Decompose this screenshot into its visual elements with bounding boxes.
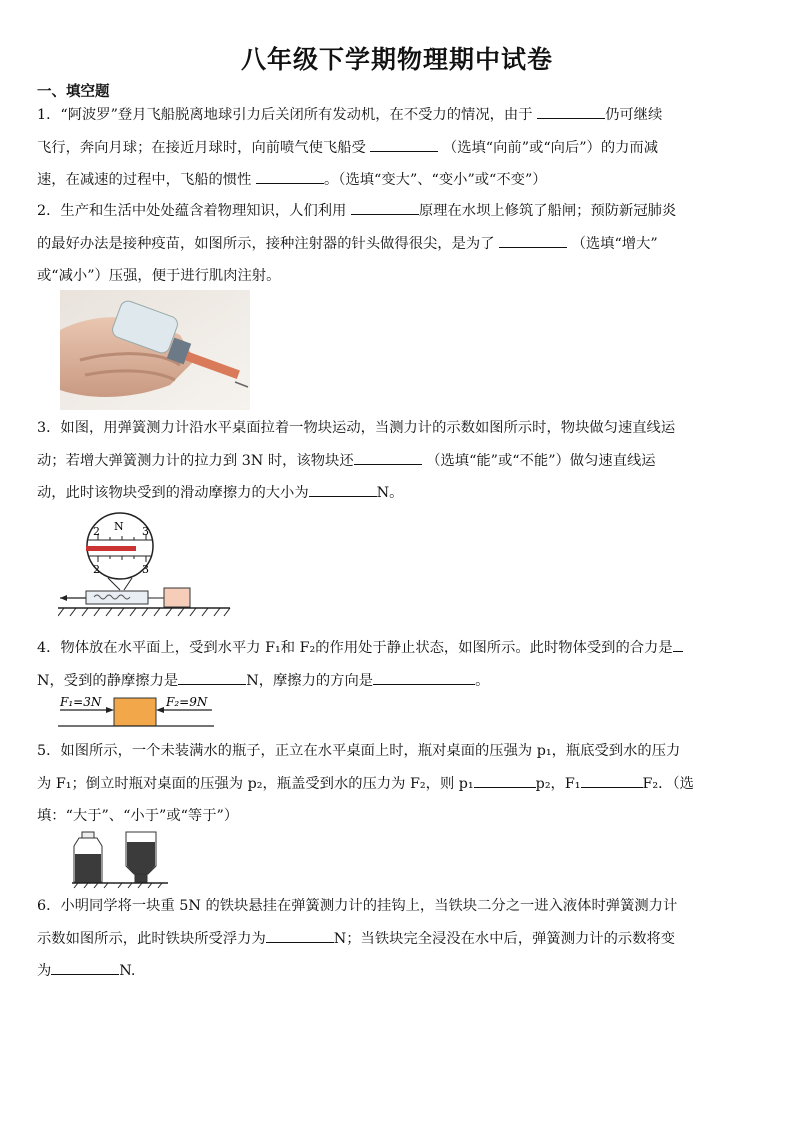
question-3-line-1 bbox=[37, 412, 759, 445]
answer-blank[interactable] bbox=[474, 771, 536, 788]
question-6 bbox=[37, 890, 759, 988]
answer-blank[interactable] bbox=[309, 480, 377, 497]
q3-text: 3．如图，用弹簧测力计沿水平桌面拉着一物块运动，当测力计的示数如图所示时，物块做匀速直线运 bbox=[37, 420, 676, 436]
question-5-line-2 bbox=[37, 768, 759, 801]
answer-blank[interactable] bbox=[178, 668, 246, 685]
q1-text: （选填“向前”或“向后”）的力而减 bbox=[442, 139, 659, 156]
q2-text: 的最好办法是接种疫苗，如图所示，接种注射器的针头做得很尖，是为了 bbox=[37, 235, 495, 252]
syringe-photo bbox=[60, 290, 250, 410]
answer-blank[interactable] bbox=[51, 958, 119, 975]
q6-text: N. bbox=[119, 963, 136, 979]
question-6-line-2 bbox=[37, 923, 759, 956]
answer-blank[interactable] bbox=[581, 771, 643, 788]
answer-blank[interactable] bbox=[373, 668, 475, 685]
question-5-line-1 bbox=[37, 735, 759, 768]
question-3-line-3 bbox=[37, 477, 759, 510]
q6-text: 示数如图所示，此时铁块所受浮力为 bbox=[37, 930, 266, 947]
force-f1-label: F₁=3N bbox=[60, 695, 102, 709]
q3-text: 动；若增大弹簧测力计的拉力到 3N 时，该物块还 bbox=[37, 452, 354, 469]
question-1-line-1 bbox=[37, 99, 759, 132]
question-2-line-1 bbox=[37, 195, 759, 228]
scale-unit-label: N bbox=[114, 520, 124, 533]
question-2-line-2 bbox=[37, 228, 759, 261]
q3-text: （选填“能”或“不能”）做匀速直线运 bbox=[426, 452, 656, 469]
q6-text: 6．小明同学将一块重 5N 的铁块悬挂在弹簧测力计的挂钩上，当铁块二分之一进入液体时弹簧测力计 bbox=[37, 898, 678, 914]
answer-blank[interactable] bbox=[673, 635, 683, 652]
q4-text: N，摩擦力的方向是 bbox=[246, 672, 374, 689]
q2-text: 2．生产和生活中处处蕴含着物理知识，人们利用 bbox=[37, 203, 347, 219]
question-3 bbox=[37, 412, 759, 510]
answer-blank[interactable] bbox=[499, 231, 567, 248]
answer-blank[interactable] bbox=[256, 167, 324, 184]
q4-text: 4．物体放在水平面上，受到水平力 F₁和 F₂的作用处于静止状态，如图所示。此时物体受到的合力是 bbox=[37, 640, 673, 656]
scale-tick-label: 3 bbox=[142, 563, 149, 576]
forces-figure bbox=[58, 692, 218, 732]
question-4 bbox=[37, 632, 759, 697]
answer-blank[interactable] bbox=[266, 926, 334, 943]
answer-blank[interactable] bbox=[351, 198, 419, 215]
answer-blank[interactable] bbox=[354, 448, 422, 465]
q1-text: 速，在减速的过程中，飞船的惯性 bbox=[37, 172, 252, 188]
q6-text: N；当铁块完全浸没在水中后，弹簧测力计的示数将变 bbox=[333, 930, 676, 947]
q5-text: F₂．（选 bbox=[642, 775, 694, 792]
answer-blank[interactable] bbox=[537, 102, 605, 119]
spring-scale-figure bbox=[58, 512, 238, 624]
page-title: 八年级下学期物理期中试卷 bbox=[240, 45, 553, 74]
q1-text: 。（选填“变大”、“变小”或“不变”） bbox=[324, 172, 547, 188]
q1-text: 仍可继续 bbox=[605, 107, 663, 123]
question-5-line-3 bbox=[37, 800, 759, 833]
question-4-line-1 bbox=[37, 632, 759, 665]
q5-text: 为 F₁；倒立时瓶对桌面的压强为 p₂，瓶盖受到水的压力为 F₂，则 p₁ bbox=[37, 775, 474, 792]
question-5 bbox=[37, 735, 759, 833]
q5-text: 填：“大于”、“小于”或“等于”） bbox=[37, 808, 239, 824]
scale-tick-label: 2 bbox=[93, 525, 100, 538]
scale-tick-label: 2 bbox=[93, 563, 100, 576]
question-1-line-2 bbox=[37, 132, 759, 165]
question-2 bbox=[37, 195, 759, 293]
answer-blank[interactable] bbox=[370, 135, 438, 152]
q2-text: 或“减小”）压强，便于进行肌肉注射。 bbox=[37, 268, 281, 284]
question-6-line-3 bbox=[37, 955, 759, 988]
q2-text: 原理在水坝上修筑了船闸；预防新冠肺炎 bbox=[418, 203, 677, 219]
q5-text: 5．如图所示，一个未装满水的瓶子，正立在水平桌面上时，瓶对桌面的压强为 p₁，瓶底受到水的压力 bbox=[37, 743, 681, 759]
scale-tick-label: 3 bbox=[142, 525, 149, 538]
question-6-line-1 bbox=[37, 890, 759, 923]
section-heading: 一、填空题 bbox=[37, 84, 110, 100]
question-2-line-3 bbox=[37, 260, 759, 293]
bottles-figure bbox=[72, 830, 172, 890]
question-3-line-2 bbox=[37, 445, 759, 478]
q1-text: 1．“阿波罗”登月飞船脱离地球引力后关闭所有发动机，在不受力的情况，由于 bbox=[37, 107, 533, 123]
q4-text: 。 bbox=[475, 672, 490, 689]
q4-text: N，受到的静摩擦力是 bbox=[37, 672, 179, 689]
q3-text: N。 bbox=[376, 485, 404, 501]
q6-text: 为 bbox=[37, 963, 52, 979]
question-1 bbox=[37, 99, 759, 197]
q2-text: （选填“增大” bbox=[571, 235, 658, 252]
q3-text: 动，此时该物块受到的滑动摩擦力的大小为 bbox=[37, 485, 309, 501]
question-1-line-3 bbox=[37, 164, 759, 197]
q1-text: 飞行，奔向月球；在接近月球时，向前喷气使飞船受 bbox=[37, 139, 366, 156]
force-f2-label: F₂=9N bbox=[166, 695, 208, 709]
q5-text: p₂，F₁ bbox=[535, 775, 581, 792]
